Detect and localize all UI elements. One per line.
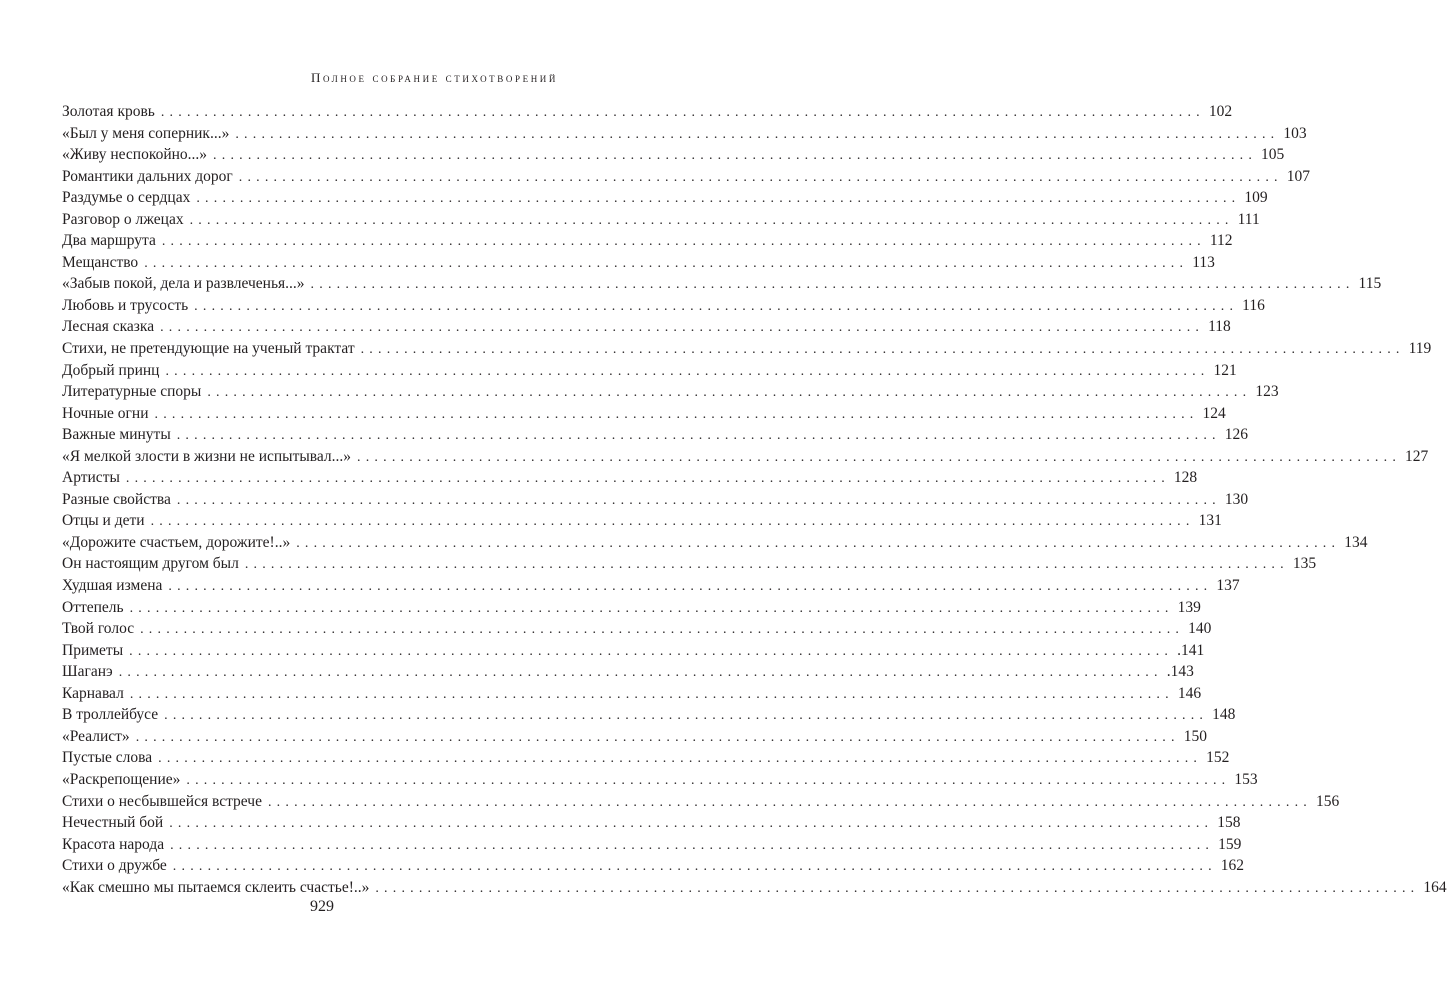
toc-entry-title: Важные минуты xyxy=(62,426,171,444)
table-of-contents xyxy=(62,101,1447,898)
toc-entry xyxy=(62,209,1260,231)
dot-leader: ........................................................................................................................ xyxy=(176,492,1221,508)
toc-entry xyxy=(62,273,1382,295)
dot-leader: ........................................................................................................................ xyxy=(213,148,1258,164)
toc-entry-title: Пустые слова xyxy=(62,749,153,767)
toc-entry xyxy=(62,187,1268,209)
toc-entry-page: 140 xyxy=(1188,620,1212,638)
toc-entry-title: Два маршрута xyxy=(62,232,156,250)
dot-leader: ........................................................................................................................ xyxy=(172,859,1217,875)
toc-entry-title: Раздумье о сердцах xyxy=(62,189,191,207)
toc-entry-title: «Был у меня соперник...» xyxy=(62,124,230,142)
toc-entry xyxy=(62,532,1368,554)
dot-leader: ........................................................................................................................ xyxy=(129,600,1174,616)
toc-entry-page: 119 xyxy=(1408,340,1432,358)
toc-entry-title: Любовь и трусость xyxy=(62,296,189,314)
dot-leader: ........................................................................................................................ xyxy=(186,772,1231,788)
dot-leader: ........................................................................................................................ xyxy=(129,643,1174,659)
toc-entry-page: 131 xyxy=(1198,512,1222,530)
toc-entry xyxy=(62,747,1230,769)
toc-entry-page: 107 xyxy=(1286,167,1310,185)
dot-leader: ........................................................................................................................ xyxy=(160,105,1205,120)
dot-leader: ........................................................................................................................ xyxy=(164,708,1209,724)
toc-entry-page: 162 xyxy=(1220,857,1245,875)
toc-entry-page: 148 xyxy=(1212,706,1236,724)
toc-entry xyxy=(62,381,1279,403)
toc-entry-title: Золотая кровь xyxy=(62,103,155,120)
toc-entry-page: 103 xyxy=(1283,124,1307,142)
toc-entry xyxy=(62,403,1226,425)
toc-entry xyxy=(62,726,1207,748)
toc-entry xyxy=(62,791,1340,813)
toc-entry-title: Шаганэ xyxy=(62,663,113,681)
toc-entry-title: Приметы xyxy=(62,641,124,659)
toc-entry xyxy=(62,855,1245,877)
toc-entry-title: Разные свойства xyxy=(62,490,171,508)
dot-leader: ........................................................................................................................ xyxy=(118,665,1163,681)
dot-leader: ........................................................................................................................ xyxy=(176,428,1221,444)
toc-entry-page: 130 xyxy=(1224,490,1249,508)
toc-entry-page: 127 xyxy=(1405,447,1429,465)
dot-leader: ........................................................................................................................ xyxy=(375,880,1420,896)
toc-entry-title: Стихи о дружбе xyxy=(62,857,167,875)
toc-entry xyxy=(62,877,1447,899)
toc-entry-title: Романтики дальних дорог xyxy=(62,167,233,185)
toc-entry xyxy=(62,640,1205,662)
toc-entry-page: 111 xyxy=(1237,210,1260,228)
toc-entry xyxy=(62,295,1265,317)
toc-entry xyxy=(62,338,1432,360)
toc-entry xyxy=(62,446,1429,468)
toc-entry-title: Красота народа xyxy=(62,835,165,853)
toc-entry-page: 109 xyxy=(1244,189,1268,207)
dot-leader: ........................................................................................................................ xyxy=(310,277,1355,293)
toc-entry xyxy=(62,510,1222,532)
toc-entry-title: Нечестный бой xyxy=(62,814,164,832)
toc-entry-page: .141 xyxy=(1177,641,1205,659)
toc-entry-title: Мещанство xyxy=(62,253,139,271)
toc-entry xyxy=(62,661,1194,683)
toc-entry xyxy=(62,704,1236,726)
toc-entry-page: 105 xyxy=(1261,146,1285,164)
toc-entry-page: 126 xyxy=(1224,426,1248,444)
toc-entry-page: 112 xyxy=(1209,232,1233,250)
toc-entry-page: 153 xyxy=(1234,770,1258,788)
toc-entry-title: Худшая измена xyxy=(62,577,163,595)
toc-entry-page: 137 xyxy=(1216,577,1240,595)
dot-leader: ........................................................................................................................ xyxy=(196,191,1241,207)
toc-entry-page: 152 xyxy=(1206,749,1230,767)
toc-entry xyxy=(62,166,1310,188)
dot-leader: ........................................................................................................................ xyxy=(244,557,1289,573)
toc-entry-title: Литературные споры xyxy=(62,383,202,401)
toc-entry-title: Ночные огни xyxy=(62,404,149,422)
toc-entry-page: 113 xyxy=(1192,253,1215,271)
toc-entry-page: .143 xyxy=(1166,663,1194,681)
dot-leader: ........................................................................................................................ xyxy=(161,234,1206,250)
toc-entry-page: 116 xyxy=(1242,296,1265,314)
toc-entry xyxy=(62,101,1233,123)
dot-leader: ........................................................................................................................ xyxy=(360,342,1405,358)
toc-entry xyxy=(62,123,1307,145)
toc-entry-page: 121 xyxy=(1213,361,1237,379)
dot-leader: ........................................................................................................................ xyxy=(150,514,1195,530)
dot-leader: ........................................................................................................................ xyxy=(267,794,1312,810)
dot-leader: ........................................................................................................................ xyxy=(169,816,1214,832)
toc-entry-page: 134 xyxy=(1344,533,1368,551)
toc-entry-title: Разговор о лжецах xyxy=(62,210,184,228)
toc-entry-title: «Забыв покой, дела и развлеченья...» xyxy=(62,275,305,293)
dot-leader: ........................................................................................................................ xyxy=(170,837,1215,853)
toc-entry xyxy=(62,553,1317,575)
toc-entry-title: Лесная сказка xyxy=(62,318,155,336)
toc-entry xyxy=(62,683,1202,705)
toc-entry-title: «Я мелкой злости в жизни не испытывал...» xyxy=(62,447,352,465)
running-header: Полное собрание стихотворений xyxy=(310,70,558,85)
toc-entry-title: Твой голос xyxy=(62,620,135,638)
toc-entry-title: «Реалист» xyxy=(62,727,130,745)
toc-entry-page: 124 xyxy=(1202,404,1226,422)
toc-entry-page: 102 xyxy=(1208,103,1233,120)
toc-entry-title: «Дорожите счастьем, дорожите!..» xyxy=(62,533,291,551)
toc-entry-title: Добрый принц xyxy=(62,361,160,379)
toc-entry xyxy=(62,834,1242,856)
toc-entry-title: В троллейбусе xyxy=(62,706,159,724)
toc-entry xyxy=(62,360,1237,382)
toc-entry-page: 146 xyxy=(1177,684,1202,702)
toc-entry-page: 123 xyxy=(1255,383,1279,401)
toc-entry xyxy=(62,618,1212,640)
toc-entry xyxy=(62,252,1215,274)
dot-leader: ........................................................................................................................ xyxy=(357,449,1402,465)
dot-leader: ........................................................................................................................ xyxy=(160,320,1205,336)
toc-entry-title: «Раскрепощение» xyxy=(62,770,181,788)
toc-entry xyxy=(62,597,1201,619)
toc-entry xyxy=(62,467,1198,489)
toc-entry xyxy=(62,769,1258,791)
toc-entry xyxy=(62,489,1249,511)
dot-leader: ........................................................................................................................ xyxy=(158,751,1203,767)
page-number: 929 xyxy=(310,898,334,915)
toc-entry-title: Артисты xyxy=(62,469,120,487)
toc-entry xyxy=(62,144,1285,166)
toc-entry xyxy=(62,575,1240,597)
toc-entry-page: 164 xyxy=(1423,878,1447,896)
toc-entry-title: «Живу неспокойно...» xyxy=(62,146,208,164)
dot-leader: ........................................................................................................................ xyxy=(154,406,1199,422)
dot-leader: ........................................................................................................................ xyxy=(296,535,1341,551)
toc-entry-title: Стихи о несбывшейся встрече xyxy=(62,792,262,810)
toc-entry-title: «Как смешно мы пытаемся склеить счастье!..» xyxy=(62,878,370,896)
dot-leader: ........................................................................................................................ xyxy=(125,471,1170,487)
dot-leader: ........................................................................................................................ xyxy=(235,126,1280,142)
toc-entry-page: 128 xyxy=(1173,469,1198,487)
dot-leader: ........................................................................................................................ xyxy=(238,169,1283,185)
toc-entry-title: Оттепель xyxy=(62,598,124,616)
toc-entry-page: 150 xyxy=(1183,727,1207,745)
toc-entry-title: Карнавал xyxy=(62,684,124,702)
dot-leader: ........................................................................................................................ xyxy=(207,385,1252,401)
dot-leader: ........................................................................................................................ xyxy=(189,212,1234,228)
dot-leader: ........................................................................................................................ xyxy=(168,579,1213,595)
dot-leader: ........................................................................................................................ xyxy=(140,622,1185,638)
toc-entry-page: 139 xyxy=(1177,598,1201,616)
dot-leader: ........................................................................................................................ xyxy=(194,298,1239,314)
toc-entry xyxy=(62,424,1248,446)
toc-entry xyxy=(62,230,1233,252)
toc-entry xyxy=(62,316,1231,338)
toc-entry-page: 156 xyxy=(1315,792,1340,810)
toc-entry-title: Стихи, не претендующие на ученый трактат xyxy=(62,340,355,358)
toc-entry-page: 118 xyxy=(1208,318,1231,336)
dot-leader: ........................................................................................................................ xyxy=(135,729,1180,745)
toc-entry-page: 135 xyxy=(1292,555,1317,573)
toc-entry-page: 115 xyxy=(1358,275,1382,293)
toc-entry xyxy=(62,812,1241,834)
toc-entry-page: 159 xyxy=(1218,835,1242,853)
toc-entry-title: Отцы и дети xyxy=(62,512,145,530)
toc-entry-title: Он настоящим другом был xyxy=(62,555,239,573)
toc-entry-page: 158 xyxy=(1217,814,1241,832)
dot-leader: ........................................................................................................................ xyxy=(129,686,1174,702)
dot-leader: ........................................................................................................................ xyxy=(165,363,1210,379)
dot-leader: ........................................................................................................................ xyxy=(144,255,1189,271)
